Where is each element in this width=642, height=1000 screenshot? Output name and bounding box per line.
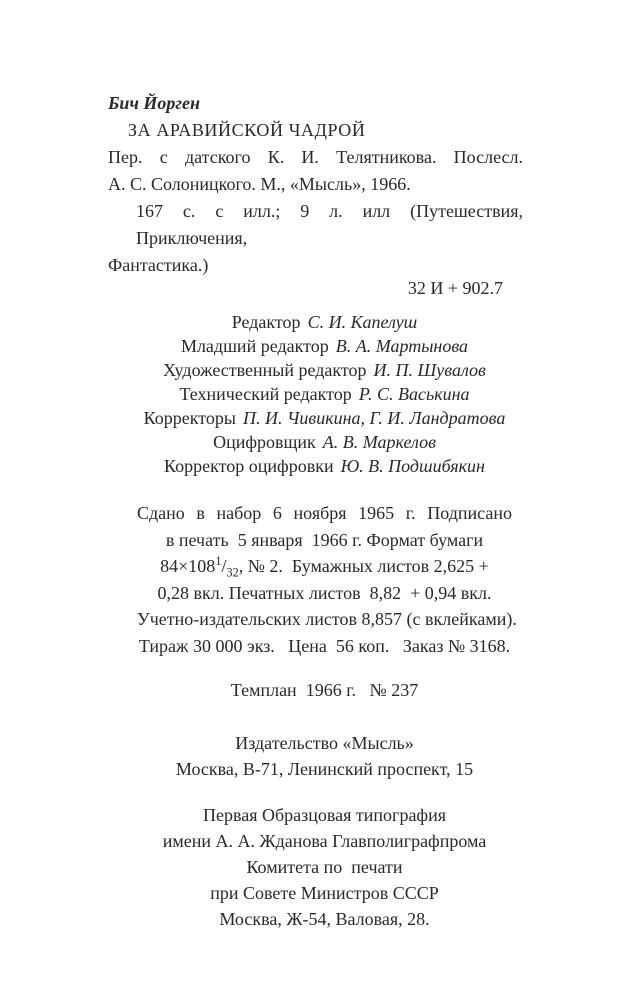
printer-line-zhdanov: имени А. А. Жданова Главполиграфпрома [162, 831, 487, 851]
print-specs-block [126, 500, 523, 659]
staff-label: Технический редактор [179, 384, 352, 404]
staff-name: А. В. Маркелов [322, 432, 436, 452]
staff-label: Оцифровщик [213, 432, 316, 452]
translation-line-1: Пер. с датского К. И. Телятникова. Послесл. [108, 147, 523, 167]
bibliographic-block [108, 90, 523, 279]
printer-line-committee: Комитета по печати [246, 857, 403, 877]
paper-format: 84×108 [160, 556, 216, 576]
printer-block [126, 802, 523, 932]
text-block [108, 90, 523, 932]
staff-name: Р. С. Васькина [358, 384, 470, 404]
specs-line-typeset: Сдано в набор 6 ноября 1965 г. Подписано [137, 503, 512, 523]
staff-row-technical-editor [126, 382, 523, 406]
specs-line-publisher-sheets: Учетно-издательских листов 8,857 (с вклейками). [137, 609, 517, 629]
staff-label: Редактор [231, 312, 301, 332]
classification-index: 32 И + 902.7 [407, 278, 503, 298]
format-fraction-numerator: 1 [215, 554, 222, 568]
staff-name: И. П. Шувалов [373, 360, 486, 380]
printer-line-name: Первая Образцовая типография [202, 805, 447, 825]
format-fraction-slash: / [221, 556, 227, 576]
staff-row-digitizer [126, 430, 523, 454]
staff-name: Ю. В. Подшибякин [340, 456, 485, 476]
staff-label: Корректоры [143, 408, 236, 428]
staff-row-editor [126, 310, 523, 334]
staff-name: В. А. Мартынова [335, 336, 469, 356]
collation-line-2: Фантастика.) [108, 255, 209, 275]
publisher-name: Издательство «Мысль» [235, 733, 414, 753]
specs-line-print-run: Тираж 30 000 экз. Цена 56 коп. Заказ № 3168. [138, 635, 511, 656]
staff-row-junior-editor [126, 334, 523, 358]
specs-line-signed: в печать 5 января 1966 г. Формат бумаги [165, 529, 484, 550]
staff-row-proofreaders [126, 406, 523, 430]
specs-line-printed-sheets: 0,28 вкл. Печатных листов 8,82 + 0,94 вкл. [157, 582, 492, 603]
format-fraction-denominator: 32 [226, 565, 239, 580]
translation-line-2: А. С. Солоницкого. М., «Мысль», 1966. [108, 174, 411, 194]
author-line: Бич Йорген [108, 93, 201, 113]
specs-line-format [137, 553, 512, 580]
printer-line-council: при Совете Министров СССР [210, 883, 439, 903]
staff-row-art-editor [126, 358, 523, 382]
collation-line-1: 167 с. с илл.; 9 л. илл (Путешествия, Приключения, [136, 201, 523, 248]
staff-list [126, 310, 523, 478]
publisher-address: Москва, В-71, Ленинский проспект, 15 [175, 759, 474, 779]
paper-sheets: , № 2. Бумажных листов 2,625 + [238, 556, 489, 576]
staff-name: П. И. Чивикина, Г. И. Ландратова [242, 408, 506, 428]
printer-line-address: Москва, Ж-54, Валовая, 28. [219, 909, 430, 929]
publisher-block [126, 730, 523, 782]
print-specs-inner [137, 500, 517, 659]
book-title-line: ЗА АРАВИЙСКОЙ ЧАДРОЙ [128, 120, 366, 140]
staff-name: С. И. Капелуш [307, 312, 418, 332]
staff-row-digitization-proofreader [126, 454, 523, 478]
staff-label: Младший редактор [180, 336, 329, 356]
staff-label: Корректор оцифровки [164, 456, 334, 476]
templan-line: Темплан 1966 г. № 237 [230, 680, 419, 700]
staff-label: Художественный редактор [163, 360, 367, 380]
